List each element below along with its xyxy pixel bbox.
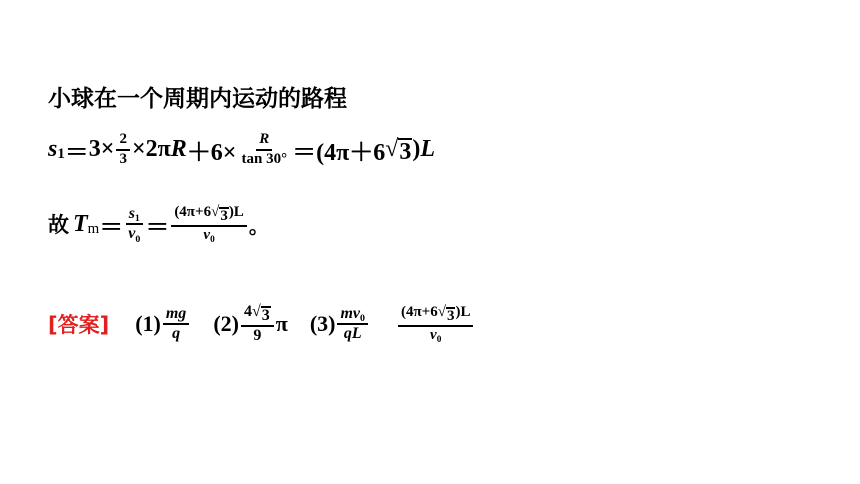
answer-2-tag: (2) (213, 311, 239, 337)
term-2pi: ×2π (131, 136, 171, 163)
answer-4-fraction: (4π+6 √ 3 )L $v_0$ (398, 305, 474, 344)
answer-1-tag: (1) (135, 311, 161, 337)
num-b: )L (228, 204, 244, 220)
num-a: (4π+6 (174, 204, 212, 220)
equals: ＝ (64, 140, 89, 167)
sub-0: 0 (135, 233, 141, 245)
equals: ＝ (99, 214, 124, 241)
term-result-open: ＝(4π＋6 (292, 140, 386, 167)
fraction-numerator: R (256, 132, 272, 151)
sub-0: 0 (360, 313, 365, 325)
sub-0: 0 (210, 235, 215, 246)
intro-text: 小球在一个周期内运动的路程 (48, 86, 347, 112)
sym-v: v (203, 227, 211, 243)
sqrt-3: √ 3 (385, 135, 412, 165)
radicand: 3 (261, 307, 270, 324)
symbol-R: R (170, 136, 187, 163)
fraction-numerator: 2 (116, 132, 130, 151)
answer-2-pi: π (275, 311, 288, 337)
answer-label: [答案] (48, 313, 110, 338)
fraction-denominator: 9 (253, 327, 262, 344)
fraction-R-tan30 (239, 132, 291, 168)
sym-v: v (128, 225, 136, 243)
fraction-s1-v0 (125, 206, 143, 244)
symbol-s: s (48, 136, 58, 163)
num-a: 4 (243, 303, 252, 320)
fraction-numerator: mg (163, 306, 189, 326)
sub-1: 1 (134, 213, 140, 225)
answer-line (48, 304, 475, 345)
radicand: 3 (446, 308, 455, 325)
sub-1: 1 (57, 146, 65, 163)
gu-text: 故 (48, 213, 69, 238)
symbol-T: T (73, 210, 88, 237)
period-equation (48, 205, 269, 244)
sym-s: s (128, 204, 135, 222)
term-3x: 3× (88, 136, 115, 163)
fraction-denominator: qL (343, 325, 362, 343)
answer-1-fraction (163, 306, 189, 344)
period-mark: 。 (248, 213, 269, 238)
fraction-denominator: q (172, 325, 181, 343)
term-result-close: ) (412, 136, 421, 163)
fraction-result: (4π+6 √ 3 )L $v_0$ (171, 205, 247, 244)
radicand: 3 (399, 138, 412, 165)
num-b: )L (455, 304, 471, 321)
equals-2: ＝ (145, 214, 170, 241)
term-plus-6x: ＋6× (186, 140, 237, 167)
fraction-denominator: 3 (119, 150, 127, 167)
symbol-L: L (420, 136, 436, 163)
answer-3-tag: (3) (309, 311, 336, 337)
num-a: mv (340, 304, 361, 322)
sub-m: m (87, 221, 100, 238)
sym-v: v (430, 327, 437, 344)
answer-3-fraction (337, 306, 368, 344)
num-a: (4π+6 (400, 304, 438, 321)
answer-2-fraction: 4 √ 3 9 (241, 304, 274, 345)
fraction-denominator: tan 30° (241, 150, 288, 167)
path-length-equation (48, 132, 435, 168)
radicand: 3 (220, 208, 228, 224)
fraction-2-3 (116, 132, 130, 168)
sub-0: 0 (436, 335, 442, 346)
